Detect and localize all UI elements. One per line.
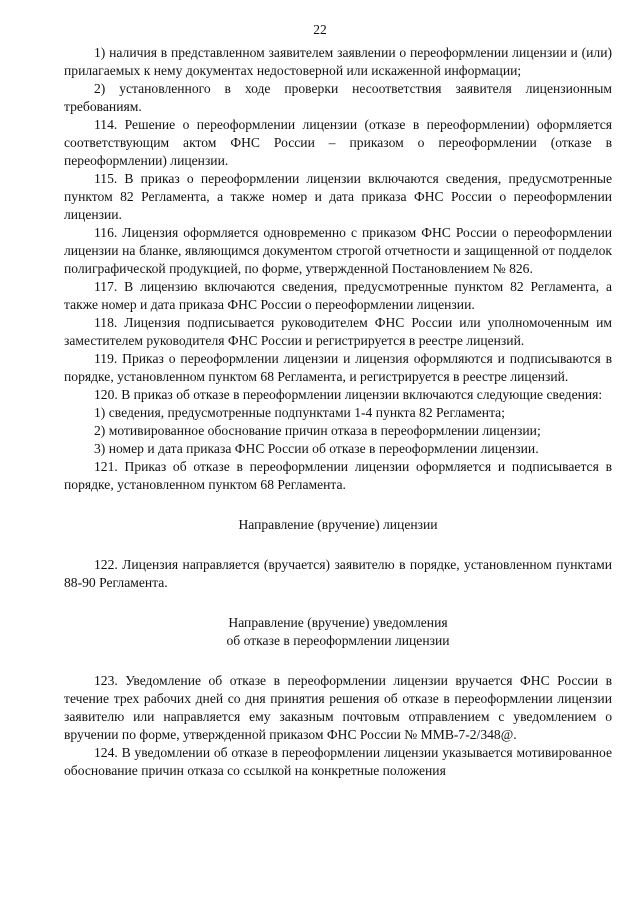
section-heading-license-delivery: Направление (вручение) лицензии	[238, 517, 438, 532]
document-body	[64, 44, 612, 780]
paragraph-120-item-3: 3) номер и дата приказа ФНС России об отказе в переоформлении лицензии.	[94, 441, 539, 456]
paragraph-119: 119. Приказ о переоформлении лицензии и лицензия оформляются и подписываются в порядке, установленном пунктом 68 Регламента, и регистрируется в реестре лицензий.	[64, 351, 612, 384]
paragraph-item-1: 1) наличия в представленном заявителем заявлении о переоформлении лицензии и (или) прилагаемых к нему документах недостоверной или искаженной информации;	[64, 45, 612, 78]
section-heading-line-2: об отказе в переоформлении лицензии	[226, 633, 450, 648]
paragraph-120-item-2: 2) мотивированное обоснование причин отказа в переоформлении лицензии;	[94, 423, 541, 438]
paragraph-123: 123. Уведомление об отказе в переоформлении лицензии вручается ФНС России в течение трех рабочих дней со дня принятия решения об отказе в переоформлении лицензии заявителю или направляется ему заказным почтовым отправлением с уведомлением о вручении по форме, утвержденной приказом ФНС России № ММВ-7-2/348@.	[64, 673, 612, 742]
page-number: 22	[313, 22, 327, 37]
paragraph-116: 116. Лицензия оформляется одновременно с приказом ФНС России о переоформлении лицензии на бланке, являющимся документом строгой отчетности и защищенной от подделок полиграфической продукцией, по форме, утвержденной Постановлением № 826.	[64, 225, 612, 276]
paragraph-120-item-1: 1) сведения, предусмотренные подпунктами 1-4 пункта 82 Регламента;	[94, 405, 505, 420]
paragraph-118: 118. Лицензия подписывается руководителем ФНС России или уполномоченным им заместителем руководителя ФНС России и регистрируется в реестре лицензий.	[64, 315, 612, 348]
paragraph-117: 117. В лицензию включаются сведения, предусмотренные пунктом 82 Регламента, а также номер и дата приказа ФНС России о переоформлении лицензии.	[64, 279, 612, 312]
paragraph-115: 115. В приказ о переоформлении лицензии включаются сведения, предусмотренные пунктом 82 Регламента, а также номер и дата приказа ФНС России о переоформлении лицензии.	[64, 171, 612, 222]
paragraph-114: 114. Решение о переоформлении лицензии (отказе в переоформлении) оформляется соответствующим актом ФНС России – приказом о переоформлении (отказе в переоформлении) лицензии.	[64, 117, 612, 168]
paragraph-124: 124. В уведомлении об отказе в переоформлении лицензии указывается мотивированное обоснование причин отказа со ссылкой на конкретные положения	[64, 745, 612, 778]
paragraph-item-2: 2) установленного в ходе проверки несоответствия заявителя лицензионным требованиям.	[64, 81, 612, 114]
section-heading-line-1: Направление (вручение) уведомления	[228, 615, 448, 630]
section-heading-refusal-notice	[64, 614, 612, 650]
paragraph-120: 120. В приказ об отказе в переоформлении лицензии включаются следующие сведения:	[94, 387, 603, 402]
paragraph-121: 121. Приказ об отказе в переоформлении лицензии оформляется и подписывается в порядке, установленном пунктом 68 Регламента.	[64, 459, 612, 492]
paragraph-122: 122. Лицензия направляется (вручается) заявителю в порядке, установленном пунктами 88-90 Регламента.	[64, 557, 612, 590]
